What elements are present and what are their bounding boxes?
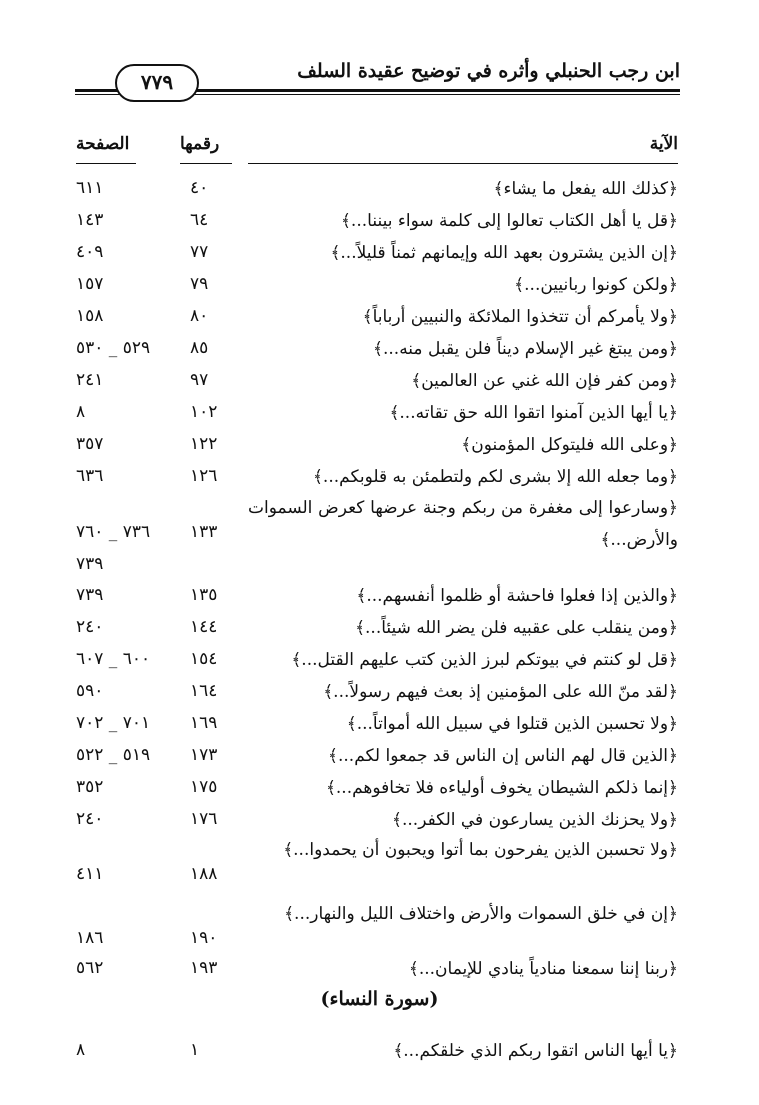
verse-text: ﴿لقد منّ الله على المؤمنين إذ بعث فيهم رسولاً...﴾ [323, 682, 678, 702]
verse-number: ١٧٥ [190, 777, 218, 797]
verse-number: ١٧٦ [190, 809, 218, 829]
verse-text: ﴿ولا يحزنك الذين يسارعون في الكفر...﴾ [392, 810, 678, 830]
page-ref: ٣٥٧ [76, 434, 104, 454]
page-ref: ٢٤٠ [76, 617, 104, 637]
verse-text: ﴿إنما ذلكم الشيطان يخوف أولياءه فلا تخافوهم...﴾ [325, 778, 678, 798]
verse-text: ﴿وسارعوا إلى مغفرة من ربكم وجنة عرضها كعرض السموات والأرض...﴾ [248, 498, 678, 550]
verse-text: ﴿ولكن كونوا ربانيين...﴾ [514, 275, 678, 295]
column-header-number: رقمها [180, 134, 220, 154]
verse-number: ١٦٩ [190, 713, 218, 733]
page-ref: ٦١١ [76, 178, 104, 198]
verse-number: ١ [190, 1040, 200, 1060]
verse-number: ٧٧ [190, 242, 209, 262]
verse-text: ﴿كذلك الله يفعل ما يشاء﴾ [493, 179, 678, 199]
verse-text: ﴿ولا تحسبن الذين قتلوا في سبيل الله أمواتاً...﴾ [346, 714, 678, 734]
verse-text: ﴿ولا يأمركم أن تتخذوا الملائكة والنبيين أرباباً﴾ [362, 307, 678, 327]
verse-text: ﴿قل يا أهل الكتاب تعالوا إلى كلمة سواء بيننا...﴾ [340, 211, 678, 231]
verse-text: ﴿والذين إذا فعلوا فاحشة أو ظلموا أنفسهم...﴾ [356, 586, 678, 606]
verse-text: ﴿الذين قال لهم الناس إن الناس قد جمعوا لكم...﴾ [328, 746, 678, 766]
verse-text: ﴿وما جعله الله إلا بشرى لكم ولتطمئن به قلوبكم...﴾ [312, 467, 678, 487]
page-ref: ٦٣٦ [76, 466, 104, 486]
page-ref: ٧٣٦ _ ٧٦٠ [76, 522, 151, 542]
column-header-verse: الآية [649, 134, 678, 154]
verse-number: ٤٠ [190, 178, 209, 198]
running-title: ابن رجب الحنبلي وأثره في توضيح عقيدة السلف [297, 60, 680, 82]
header-underline-number [180, 163, 232, 164]
header-underline-page [76, 163, 136, 164]
verse-text: ﴿وعلى الله فليتوكل المؤمنون﴾ [461, 435, 678, 455]
verse-text: ﴿إن في خلق السموات والأرض واختلاف الليل والنهار...﴾ [284, 904, 678, 924]
page-ref: ٨ [76, 1040, 86, 1060]
page-ref: ٥١٩ _ ٥٢٢ [76, 745, 151, 765]
verse-text: ﴿ومن كفر فإن الله غني عن العالمين﴾ [411, 371, 678, 391]
verse-text: ﴿ولا تحسبن الذين يفرحون بما أتوا ويحبون أن يحمدوا...﴾ [283, 840, 678, 860]
page-ref: ٥٦٢ [76, 958, 104, 978]
page-ref: ٨ [76, 402, 86, 422]
verse-number: ٦٤ [190, 210, 209, 230]
verse-text: ﴿إن الذين يشترون بعهد الله وإيمانهم ثمناً قليلاً...﴾ [330, 243, 678, 263]
page-number: ٧٧٩ [115, 64, 199, 102]
page-ref: ٧٣٩ [76, 585, 104, 605]
verse-number: ١٩٠ [190, 928, 218, 948]
page-ref: ٢٤١ [76, 370, 104, 390]
page-ref: ١٤٣ [76, 210, 104, 230]
page-ref-continued: ٧٣٩ [76, 554, 104, 574]
column-header-page: الصفحة [76, 134, 130, 154]
verse-number: ١٠٢ [190, 402, 218, 422]
verse-number: ٩٧ [190, 370, 209, 390]
page-ref: ١٥٨ [76, 306, 104, 326]
header-underline-verse [248, 163, 678, 164]
verse-number: ٨٠ [190, 306, 209, 326]
verse-text: ﴿قل لو كنتم في بيوتكم لبرز الذين كتب عليهم القتل...﴾ [291, 650, 678, 670]
page-ref: ٥٩٠ [76, 681, 104, 701]
page-ref: ٣٥٢ [76, 777, 104, 797]
page-ref: ٢٤٠ [76, 809, 104, 829]
verse-number: ١٥٤ [190, 649, 218, 669]
page-header [75, 52, 680, 98]
page-ref: ٥٢٩ _ ٥٣٠ [76, 338, 151, 358]
verse-number: ١٣٥ [190, 585, 218, 605]
verse-number: ٧٩ [190, 274, 209, 294]
verse-text: ﴿يا أيها الناس اتقوا ربكم الذي خلقكم...﴾ [393, 1041, 678, 1061]
surah-heading: (سورة النساء) [320, 988, 439, 1010]
verse-number: ١٩٣ [190, 958, 218, 978]
verse-text: ﴿ومن ينقلب على عقبيه فلن يضر الله شيئاً...﴾ [355, 618, 678, 638]
verse-text: ﴿يا أيها الذين آمنوا اتقوا الله حق تقاته...﴾ [389, 403, 678, 423]
verse-number: ١٦٤ [190, 681, 218, 701]
page-ref: ٤٠٩ [76, 242, 104, 262]
page-ref: ٤١١ [76, 864, 104, 884]
verse-number: ١٣٣ [190, 522, 218, 542]
page-ref: ١٥٧ [76, 274, 104, 294]
verse-text: ﴿ومن يبتغ غير الإسلام ديناً فلن يقبل منه...﴾ [373, 339, 678, 359]
verse-number: ١٢٦ [190, 466, 218, 486]
verse-number: ١٢٢ [190, 434, 218, 454]
page-ref: ١٨٦ [76, 928, 104, 948]
verse-number: ١٤٤ [190, 617, 218, 637]
verse-text: ﴿ربنا إننا سمعنا منادياً ينادي للإيمان...﴾ [408, 959, 678, 979]
page-ref: ٦٠٠ _ ٦٠٧ [76, 649, 151, 669]
verse-number: ٨٥ [190, 338, 209, 358]
page-ref: ٧٠١ _ ٧٠٢ [76, 713, 151, 733]
verse-number: ١٧٣ [190, 745, 218, 765]
verse-number: ١٨٨ [190, 864, 218, 884]
